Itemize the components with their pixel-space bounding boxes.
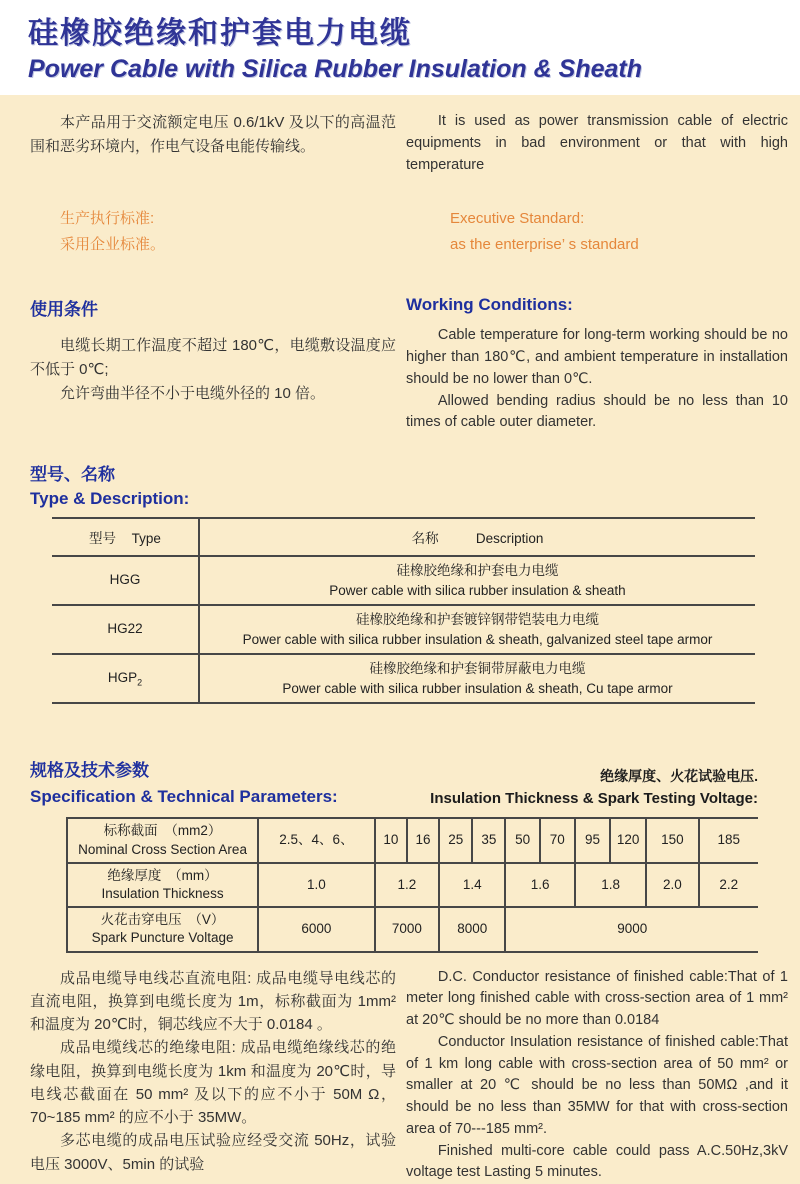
voltage-cell: 8000 bbox=[439, 907, 505, 951]
desc-en: Power cable with silica rubber insulation & sheath, Cu tape armor bbox=[282, 680, 673, 696]
spec-label-thickness: 绝缘厚度 （mm） Insulation Thickness bbox=[67, 863, 258, 907]
page-title-zh: 硅橡胶绝缘和护套电力电缆 bbox=[28, 17, 412, 50]
desc-zh: 硅橡胶绝缘和护套铜带屏蔽电力电缆 bbox=[369, 661, 586, 677]
thickness-cell: 1.0 bbox=[258, 863, 375, 907]
voltage-cell: 6000 bbox=[258, 907, 375, 951]
type-heading-en: Type & Description: bbox=[30, 489, 190, 508]
type-header-en: Type bbox=[131, 531, 161, 546]
working-conditions-section bbox=[0, 295, 800, 434]
spec-row-insulation-thickness bbox=[67, 863, 758, 907]
working-paragraph-zh-2: 允许弯曲半径不小于电缆外径的 10 倍。 bbox=[60, 385, 326, 403]
size-cell: 120 bbox=[610, 818, 646, 862]
working-paragraph-en-1: Cable temperature for long-term working should be no higher than 180℃, and ambient temperature in installation should be no lower than 0℃. bbox=[406, 327, 788, 387]
standard-zh-line1: 生产执行标准: bbox=[60, 210, 155, 228]
standard-zh bbox=[60, 206, 360, 257]
page-header bbox=[0, 0, 800, 95]
size-cell: 50 bbox=[505, 818, 539, 862]
type-table-row bbox=[52, 654, 755, 703]
spec-label-voltage: 火花击穿电压 （V） Spark Puncture Voltage bbox=[67, 907, 258, 951]
type-heading-zh: 型号、名称 bbox=[30, 465, 115, 484]
standard-en-line2: as the enterprise’ s standard bbox=[450, 235, 639, 253]
type-table-header-row bbox=[52, 518, 755, 556]
desc-en: Power cable with silica rubber insulation & sheath, galvanized steel tape armor bbox=[242, 631, 713, 647]
standard-zh-line2: 采用企业标准。 bbox=[60, 235, 166, 253]
size-cell: 2.5、4、6、 bbox=[258, 818, 375, 862]
type-table-row bbox=[52, 556, 755, 605]
type-cell: HG22 bbox=[52, 605, 199, 654]
working-paragraph-en-2: Allowed bending radius should be no less than 10 times of cable outer diameter. bbox=[406, 392, 788, 431]
voltage-cell: 7000 bbox=[375, 907, 439, 951]
thickness-cell: 1.8 bbox=[575, 863, 646, 907]
thickness-cell: 1.2 bbox=[375, 863, 439, 907]
intro-paragraph-zh: 本产品用于交流额定电压 0.6/1kV 及以下的高温范围和恶劣环境内，作电气设备电能传输线。 bbox=[30, 114, 396, 155]
intro-paragraph-en: It is used as power transmission cable of electric equipments in bad environment or that with high temperature bbox=[406, 113, 788, 173]
note-en-1: D.C. Conductor resistance of finished cable:That of 1 meter long finished cable with cross-section area of 1 mm² at 20℃ should be no more than 0.0184 bbox=[406, 968, 788, 1029]
note-zh-2: 成品电缆线芯的绝缘电阻: 成品电缆绝缘线芯的绝缘电阻，换算到电缆长度为 1km 和温度为 20℃时，导电线芯截面在 50 mm² 及以下的应不小于 50M Ω，70~185 mm² 的应不小于 35MW。 bbox=[30, 1039, 396, 1127]
desc-cell bbox=[199, 654, 755, 703]
page-title-en: Power Cable with Silica Rubber Insulation & Sheath bbox=[28, 55, 642, 83]
note-zh-1: 成品电缆导电线芯直流电阻: 成品电缆导电线芯的直流电阻，换算到电缆长度为 1m，标称截面为 1mm² 和温度为 20℃时，铜芯线应不大于 0.0184 。 bbox=[30, 969, 396, 1034]
working-paragraph-zh-1: 电缆长期工作温度不超过 180℃，电缆敷设温度应不低于 0℃; bbox=[30, 337, 396, 379]
type-table bbox=[52, 517, 755, 704]
size-cell: 95 bbox=[575, 818, 610, 862]
working-heading-en: Working Conditions: bbox=[406, 295, 573, 315]
desc-header-en: Description bbox=[475, 531, 544, 546]
spec-heading-zh: 规格及技术参数 bbox=[30, 761, 149, 781]
standard-en-line1: Executive Standard: bbox=[450, 210, 585, 228]
spec-row-cross-section bbox=[67, 818, 758, 862]
size-cell: 16 bbox=[407, 818, 439, 862]
desc-header-zh: 名称 bbox=[411, 531, 439, 546]
size-cell: 10 bbox=[375, 818, 407, 862]
voltage-cell: 9000 bbox=[505, 907, 758, 951]
thickness-cell: 2.2 bbox=[699, 863, 758, 907]
spec-row-spark-voltage bbox=[67, 907, 758, 951]
spec-right-heading-zh: 绝缘厚度、火花试验电压. bbox=[600, 768, 758, 785]
note-en-2: Conductor Insulation resistance of finished cable:That of 1 km long cable with cross-section area of 50 mm² or smaller at 20 ℃ should be no less than 50MΩ ,and it should be no less than 35MW for that with cross-section area of 70---185 mm². bbox=[406, 1033, 788, 1137]
type-cell: HGG bbox=[52, 556, 199, 605]
type-table-row bbox=[52, 605, 755, 654]
thickness-cell: 1.6 bbox=[505, 863, 574, 907]
desc-cell bbox=[199, 605, 755, 654]
standard-en bbox=[450, 206, 639, 257]
size-cell: 185 bbox=[699, 818, 758, 862]
spec-table bbox=[66, 817, 758, 952]
spec-heading-en: Specification & Technical Parameters: bbox=[30, 787, 338, 807]
size-cell: 25 bbox=[439, 818, 472, 862]
standards-section bbox=[0, 206, 800, 257]
thickness-cell: 2.0 bbox=[646, 863, 698, 907]
type-header-zh: 型号 bbox=[89, 531, 117, 546]
type-table-header-type bbox=[52, 518, 199, 556]
desc-en: Power cable with silica rubber insulation & sheath bbox=[329, 582, 626, 598]
note-zh-3: 多芯电缆的成品电压试验应经受交流 50Hz，试验电压 3000V、5min 的试验 bbox=[30, 1132, 396, 1173]
desc-cell bbox=[199, 556, 755, 605]
spec-section-heading bbox=[0, 756, 800, 807]
size-cell: 35 bbox=[472, 818, 505, 862]
spec-label-cross-section: 标称截面 （mm2） Nominal Cross Section Area bbox=[67, 818, 258, 862]
intro-section bbox=[0, 111, 800, 176]
desc-zh: 硅橡胶绝缘和护套电力电缆 bbox=[396, 563, 559, 578]
type-table-header-desc bbox=[199, 518, 755, 556]
size-cell: 150 bbox=[646, 818, 698, 862]
desc-zh: 硅橡胶绝缘和护套镀锌钢带铠装电力电缆 bbox=[356, 612, 599, 628]
spec-right-heading-en: Insulation Thickness & Spark Testing Voltage: bbox=[430, 790, 758, 808]
thickness-cell: 1.4 bbox=[439, 863, 505, 907]
size-cell: 70 bbox=[540, 818, 575, 862]
type-section-heading bbox=[30, 460, 800, 509]
note-en-3: Finished multi-core cable could pass A.C.50Hz,3kV voltage test Lasting 5 minutes. bbox=[406, 1142, 788, 1181]
notes-section bbox=[0, 967, 800, 1184]
type-cell: $HGP_2$ bbox=[52, 654, 199, 703]
working-heading-zh: 使用条件 bbox=[30, 300, 98, 320]
